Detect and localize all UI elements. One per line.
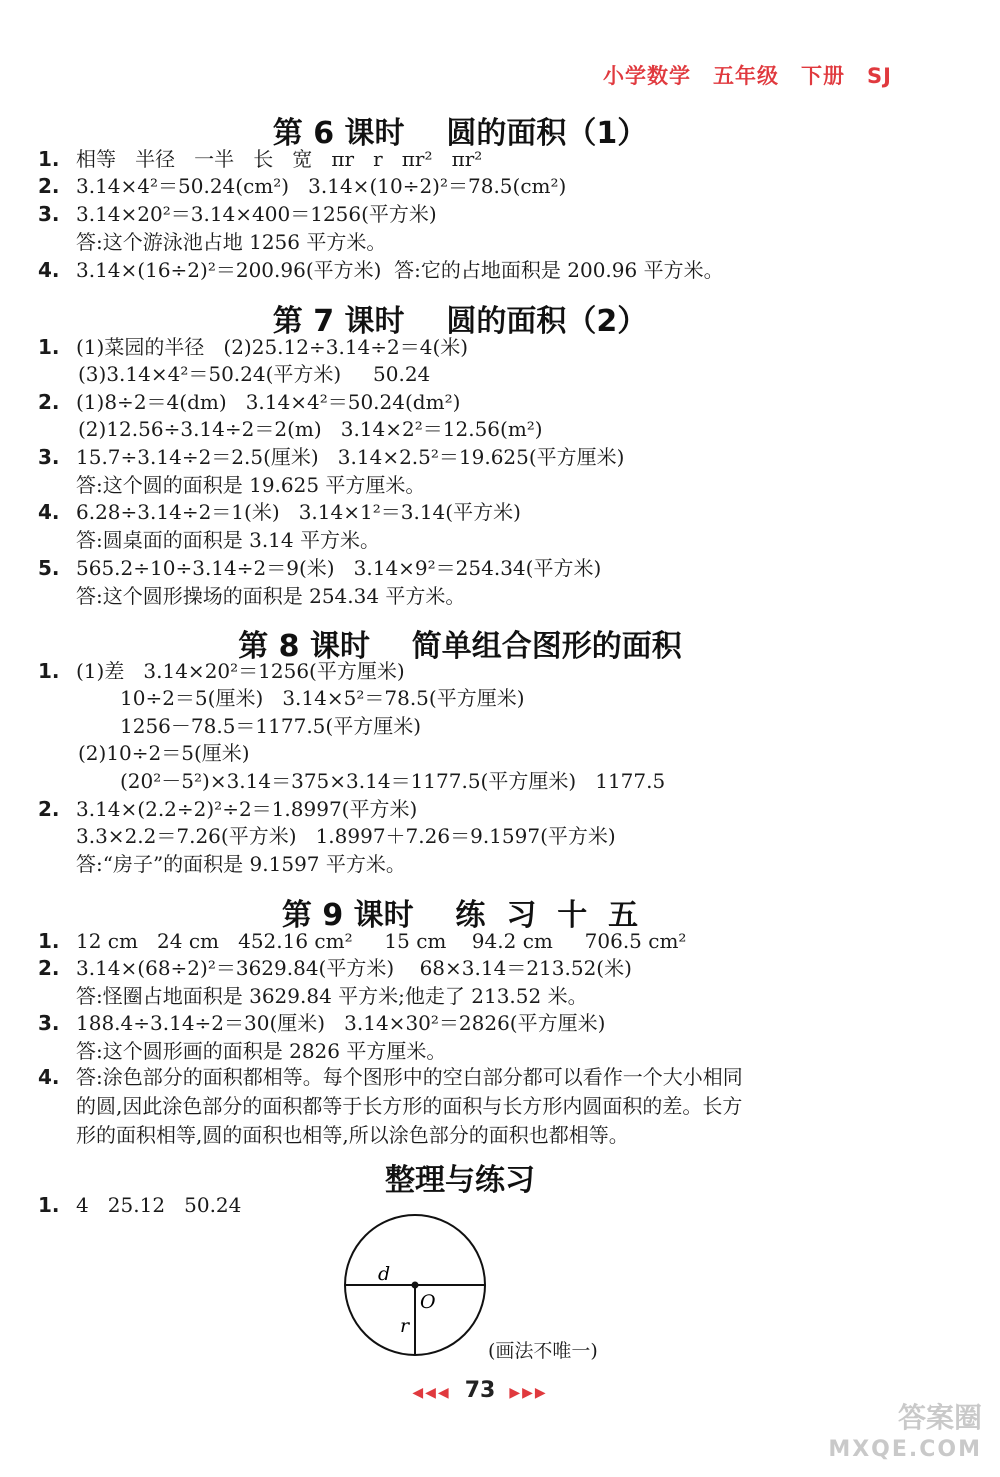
answer-line: (2)12.56÷3.14÷2＝2(m) 3.14×2²＝12.56(m²) [78,417,543,441]
answer-line: 答:“房子”的面积是 9.1597 平方米。 [76,852,406,876]
header-edition: SJ [867,64,892,88]
answer-line: 188.4÷3.14÷2＝30(厘米) 3.14×30²＝2826(平方厘米) [76,1011,606,1035]
answer-line: 答:这个游泳池占地 1256 平方米。 [76,230,387,254]
circle-diagram [340,1210,490,1360]
item-number: 1. [38,929,60,953]
answer-line: 3.14×(2.2÷2)²÷2＝1.8997(平方米) [76,797,418,821]
answer-line: (20²－5²)×3.14＝375×3.14＝1177.5(平方厘米) 1177.5 [120,769,666,793]
item-number: 1. [38,147,60,171]
answer-line: 相等 半径 一半 长 宽 πr r πr² πr² [76,147,483,171]
watermark-logo-text: 答案圈 [897,1401,982,1434]
answer-line: 答:圆桌面的面积是 3.14 平方米。 [76,528,380,552]
answer-line: (2)10÷2＝5(厘米) [78,741,250,765]
item-number: 2. [38,174,60,198]
answer-line: 答:这个圆的面积是 19.625 平方厘米。 [76,473,426,497]
answer-line: 答:这个圆形操场的面积是 254.34 平方米。 [76,584,466,608]
answer-line: (1)8÷2＝4(dm) 3.14×4²＝50.24(dm²) [76,390,461,414]
item-number: 4. [38,1065,60,1089]
answer-line: 的圆,因此涂色部分的面积都等于长方形的面积与长方形内圆面积的差。长方 [76,1094,743,1118]
answer-line: 4 25.12 50.24 [76,1193,242,1217]
item-number: 4. [38,500,60,524]
answer-line: (1)差 3.14×20²＝1256(平方厘米) [76,659,405,683]
item-number: 1. [38,335,60,359]
answer-line: 565.2÷10÷3.14÷2＝9(米) 3.14×9²＝254.34(平方米) [76,556,602,580]
answer-line: 形的面积相等,圆的面积也相等,所以涂色部分的面积也都相等。 [76,1123,629,1147]
answer-line: 12 cm 24 cm 452.16 cm² 15 cm 94.2 cm 706.5 cm² [76,929,687,953]
answer-line: 1256－78.5＝1177.5(平方厘米) [120,714,422,738]
section-title-6: 第 6 课时 圆的面积（1） [272,116,648,151]
item-number: 2. [38,956,60,980]
center-label: O [420,1291,436,1313]
answer-line: 答:怪圈占地面积是 3629.84 平方米;他走了 213.52 米。 [76,984,588,1008]
center-point [412,1282,419,1289]
answer-line: 答:涂色部分的面积都相等。每个图形中的空白部分都可以看作一个大小相同 [76,1065,743,1089]
section-title-7: 第 7 课时 圆的面积（2） [272,304,648,339]
header-volume: 下册 [801,64,846,88]
diameter-label: d [378,1263,391,1285]
page-number: 73 [464,1378,496,1403]
answer-line: 3.14×(16÷2)²＝200.96(平方米) 答:它的占地面积是 200.96 平方米。 [76,258,724,282]
item-number: 1. [38,659,60,683]
page-footer [0,1378,960,1403]
watermark-url: MXQE.COM [828,1437,982,1462]
answer-line: 答:这个圆形画的面积是 2826 平方厘米。 [76,1039,447,1063]
answer-line: 3.14×20²＝3.14×400＝1256(平方米) [76,202,437,226]
right-arrows: ▶▶▶ [509,1385,548,1401]
item-number: 3. [38,1011,60,1035]
answer-line: 3.14×(68÷2)²＝3629.84(平方米) 68×3.14＝213.52(米) [76,956,632,980]
item-number: 1. [38,1193,60,1217]
section-title-9: 第 9 课时 练 习 十 五 [281,898,639,933]
diagram-caption: (画法不唯一) [488,1340,598,1362]
watermark [828,1402,982,1466]
answer-line: 6.28÷3.14÷2＝1(米) 3.14×1²＝3.14(平方米) [76,500,521,524]
radius-label: r [400,1315,410,1337]
header-subject: 小学数学 [603,64,692,88]
section-title-review: 整理与练习 [385,1163,535,1198]
item-number: 4. [38,258,60,282]
item-number: 2. [38,390,60,414]
answer-line: 10÷2＝5(厘米) 3.14×5²＝78.5(平方厘米) [120,686,525,710]
answer-line: 3.3×2.2＝7.26(平方米) 1.8997＋7.26＝9.1597(平方米) [76,824,616,848]
section-title-8: 第 8 课时 简单组合图形的面积 [238,629,682,664]
answer-line: 3.14×4²＝50.24(cm²) 3.14×(10÷2)²＝78.5(cm²) [76,174,567,198]
item-number: 3. [38,445,60,469]
item-number: 2. [38,797,60,821]
left-arrows: ◀◀◀ [412,1385,451,1401]
answer-line: (3)3.14×4²＝50.24(平方米) 50.24 [78,362,431,386]
page-header [581,60,892,90]
answer-line: (1)菜园的半径 (2)25.12÷3.14÷2＝4(米) [76,335,469,359]
header-grade: 五年级 [713,64,780,88]
item-number: 3. [38,202,60,226]
answer-line: 15.7÷3.14÷2＝2.5(厘米) 3.14×2.5²＝19.625(平方厘米) [76,445,625,469]
item-number: 5. [38,556,60,580]
